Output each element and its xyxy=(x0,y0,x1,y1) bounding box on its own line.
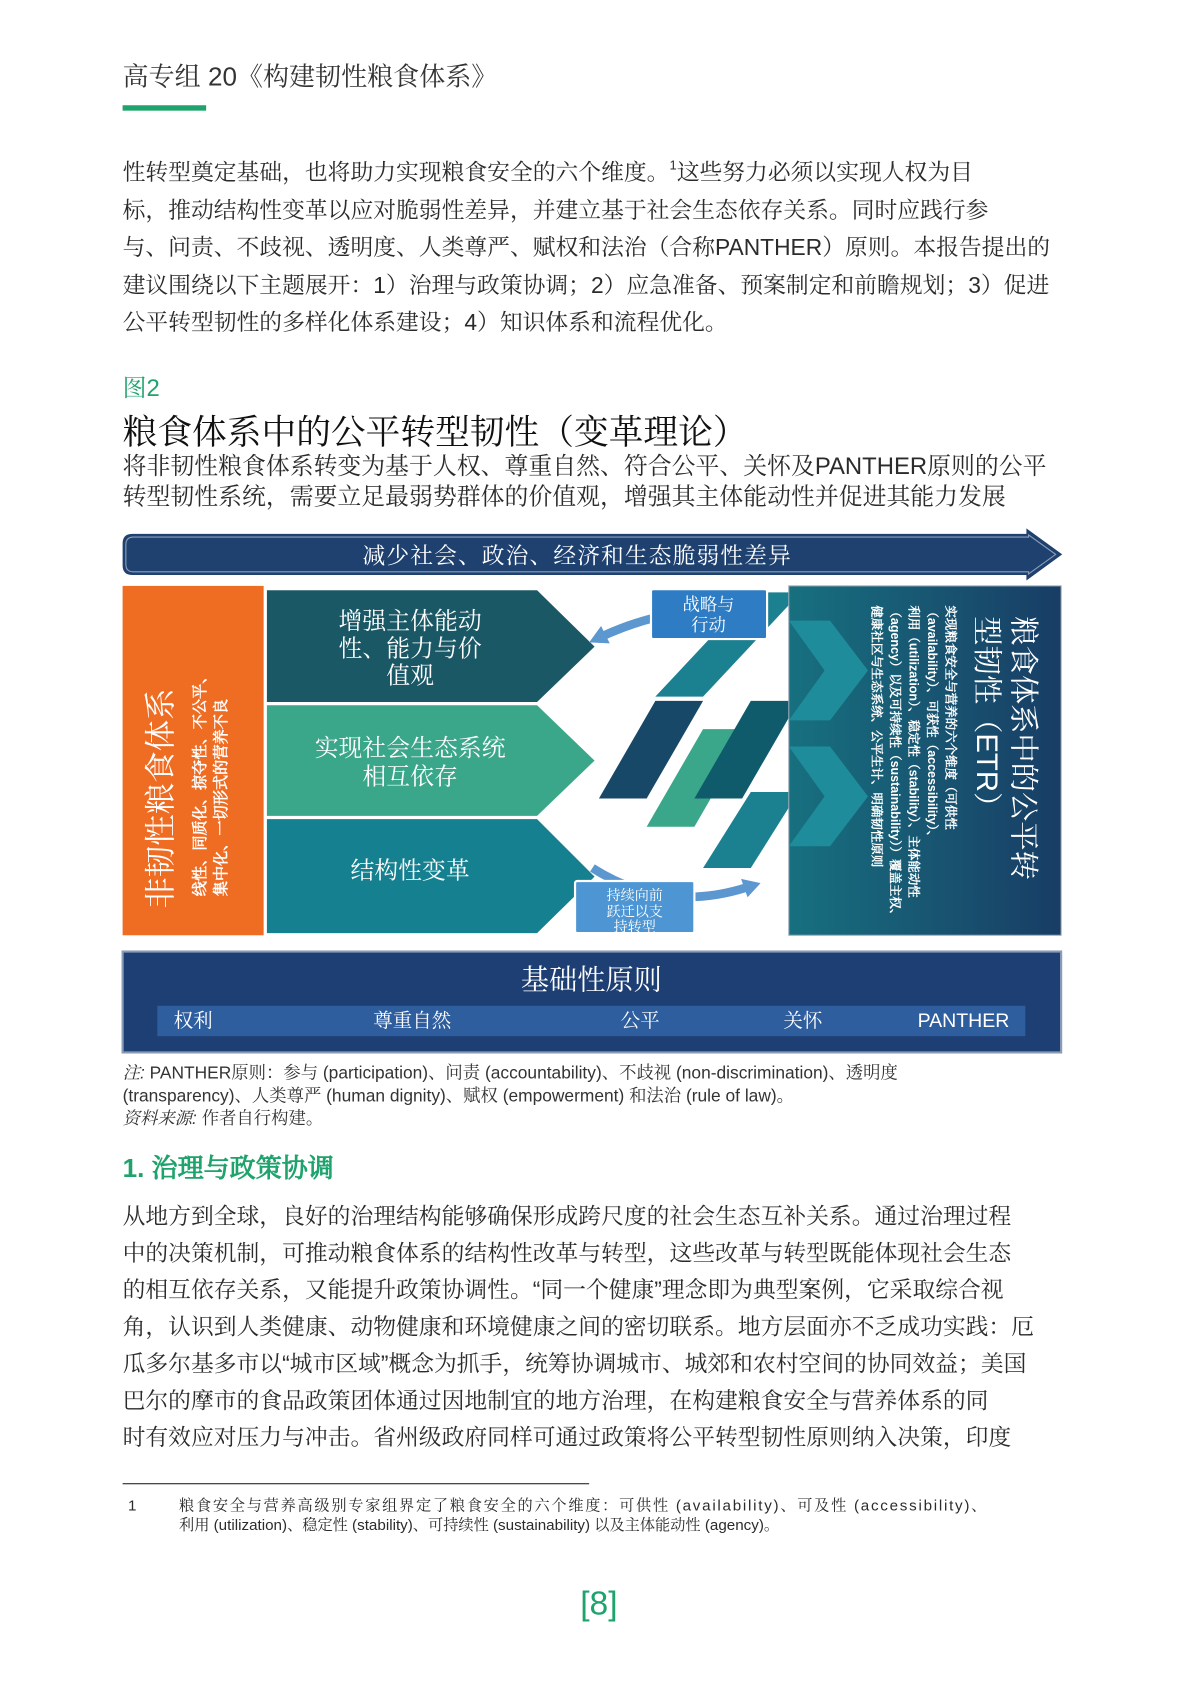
intro-line: 公平转型韧性的多样化体系建设；4）知识体系和流程优化。 xyxy=(122,310,728,336)
source-label: 资料来源: xyxy=(122,1109,197,1129)
section-paragraph xyxy=(123,1199,1034,1457)
principle-item: 权利 xyxy=(173,1009,213,1032)
footnote-line: 粮食安全与营养高级别专家组界定了粮食安全的六个维度：可供性 (availability)、可及性 (accessibility)、 xyxy=(179,1496,989,1514)
intro-line: 与、问责、不歧视、透明度、人类尊严、赋权和法治（合称PANTHER）原则。本报告提出的 xyxy=(122,235,1051,261)
weave-stripe xyxy=(703,792,798,868)
figure-title: 粮食体系中的公平转型韧性（变革理论） xyxy=(122,412,748,452)
band-agency-label: 增强主体能动 xyxy=(338,608,482,636)
section-line: 中的决策机制，可推动粮食体系的结构性改革与转型，这些改革与转型既能体现社会生态 xyxy=(122,1241,1012,1267)
etr-desc-line: 利用（utilization）、稳定性（stability）、主体能动性 xyxy=(906,605,921,898)
principle-item: 公平 xyxy=(620,1009,660,1032)
footnote-reference[interactable]: 1 xyxy=(669,157,677,173)
band-agency-label: 性、能力与价 xyxy=(338,635,482,663)
strategy-action-label: 战略与 xyxy=(682,594,735,615)
non-resilient-desc-line: 集中化、一切形式的营养不良 xyxy=(212,698,230,897)
theory-of-change-diagram xyxy=(114,526,1074,1058)
note-label: 注: xyxy=(122,1064,145,1083)
etr-desc-line: （agency）以及可持续性（sustainability））覆盖主权、 xyxy=(888,605,903,922)
band-agency-label: 值观 xyxy=(386,662,434,690)
figure-subtitle-line: 转型韧性系统，需要立足最弱势群体的价值观，增强其主体能动性并促进其能力发展 xyxy=(122,482,1006,510)
figure-subtitle-line: 将非韧性粮食体系转变为基于人权、尊重自然、符合公平、关怀及PANTHER原则的公平 xyxy=(122,452,1047,480)
note-text: PANTHER原则：参与 (participation)、问责 (accountability)、不歧视 (non-discrimination)、透明度 xyxy=(144,1064,898,1083)
intro-line-text: 性转型奠定基础，也将助力实现粮食安全的六个维度。 xyxy=(122,160,670,186)
figure-note-line xyxy=(123,1062,898,1085)
leap-forward-label: 持续向前 xyxy=(606,887,663,904)
intro-line-text: 这些努力必须以实现人权为目 xyxy=(676,160,973,186)
source-text: 作者自行构建。 xyxy=(196,1109,324,1129)
leap-forward-label: 持转型 xyxy=(613,918,656,935)
figure-subtitle xyxy=(123,451,1047,512)
leap-forward-label: 跃迁以支 xyxy=(606,903,663,920)
figure-label: 图2 xyxy=(122,374,160,402)
section-line: 时有效应对压力与冲击。省州级政府同样可通过政策将公平转型韧性原则纳入决策，印度 xyxy=(122,1425,1012,1451)
section-heading: 1. 治理与政策协调 xyxy=(122,1154,334,1184)
etr-desc-line: （availability）、可获性（accessibility）、 xyxy=(925,605,940,844)
etr-desc-line: 实现粮食安全与营养的六个维度（可供性 xyxy=(943,605,958,830)
strategy-action-label: 行动 xyxy=(691,614,726,635)
principles-title: 基础性原则 xyxy=(520,963,662,996)
band-interdependence-label: 相互依存 xyxy=(362,763,458,791)
intro-line: 标，推动结构性变革以应对脆弱性差异，并建立基于社会生态依存关系。同时应践行参 xyxy=(122,198,989,224)
figure-note-line: (transparency)、人类尊严 (human dignity)、赋权 (empowerment) 和法治 (rule of law)。 xyxy=(122,1087,795,1106)
footnote-divider xyxy=(123,1483,590,1484)
principles-band xyxy=(157,1006,1025,1036)
footnote-number: 1 xyxy=(128,1496,137,1514)
top-arrow-label: 减少社会、政治、经济和生态脆弱性差异 xyxy=(362,542,792,569)
non-resilient-title: 非韧性粮食体系 xyxy=(143,688,179,909)
band-interdependence-label: 实现社会生态系统 xyxy=(314,735,506,763)
intro-line: 建议围绕以下主题展开：1）治理与政策协调；2）应急准备、预案制定和前瞻规划；3）促进 xyxy=(122,273,1050,299)
principle-item: 关怀 xyxy=(783,1009,823,1032)
figure-notes xyxy=(123,1062,898,1130)
figure-source-line xyxy=(123,1108,898,1131)
etr-desc-line: 健康社区与生态系统、公平生计、明确韧性原则 xyxy=(869,605,884,868)
intro-line xyxy=(123,155,1050,193)
section-line: 瓜多尔基多市以“城市区域”概念为抓手，统筹协调城市、城郊和农村空间的协同效益；美国 xyxy=(122,1351,1027,1377)
page-number: [8] xyxy=(580,1584,618,1623)
section-line: 从地方到全球，良好的治理结构能够确保形成跨尺度的社会生态互补关系。通过治理过程 xyxy=(122,1204,1012,1230)
header-accent-bar xyxy=(123,105,207,110)
running-header: 高专组 20《构建韧性粮食体系》 xyxy=(122,62,498,93)
non-resilient-desc-line: 线性、同质化、掠夺性、不公平、 xyxy=(192,668,210,897)
intro-paragraph xyxy=(123,155,1050,343)
etr-title-line: 粮食体系中的公平转 xyxy=(1006,616,1040,880)
section-line: 巴尔的摩市的食品政策团体通过因地制宜的地方治理，在构建粮食安全与营养体系的同 xyxy=(122,1388,989,1414)
etr-title-line: 型韧性（ETR） xyxy=(969,616,1003,822)
section-line: 角，认识到人类健康、动物健康和环境健康之间的密切联系。地方层面亦不乏成功实践：厄 xyxy=(122,1315,1034,1340)
footnote-line: 利用 (utilization)、稳定性 (stability)、可持续性 (sustainability) 以及主体能动性 (agency)。 xyxy=(179,1515,780,1534)
footnote-text xyxy=(179,1495,988,1534)
principle-item: 尊重自然 xyxy=(373,1009,452,1032)
section-line: 的相互依存关系，又能提升政策协调性。“同一个健康”理念即为典型案例，它采取综合视 xyxy=(122,1278,1004,1304)
principle-item: PANTHER xyxy=(917,1009,1010,1032)
band-structural-change-label: 结构性变革 xyxy=(350,857,470,885)
